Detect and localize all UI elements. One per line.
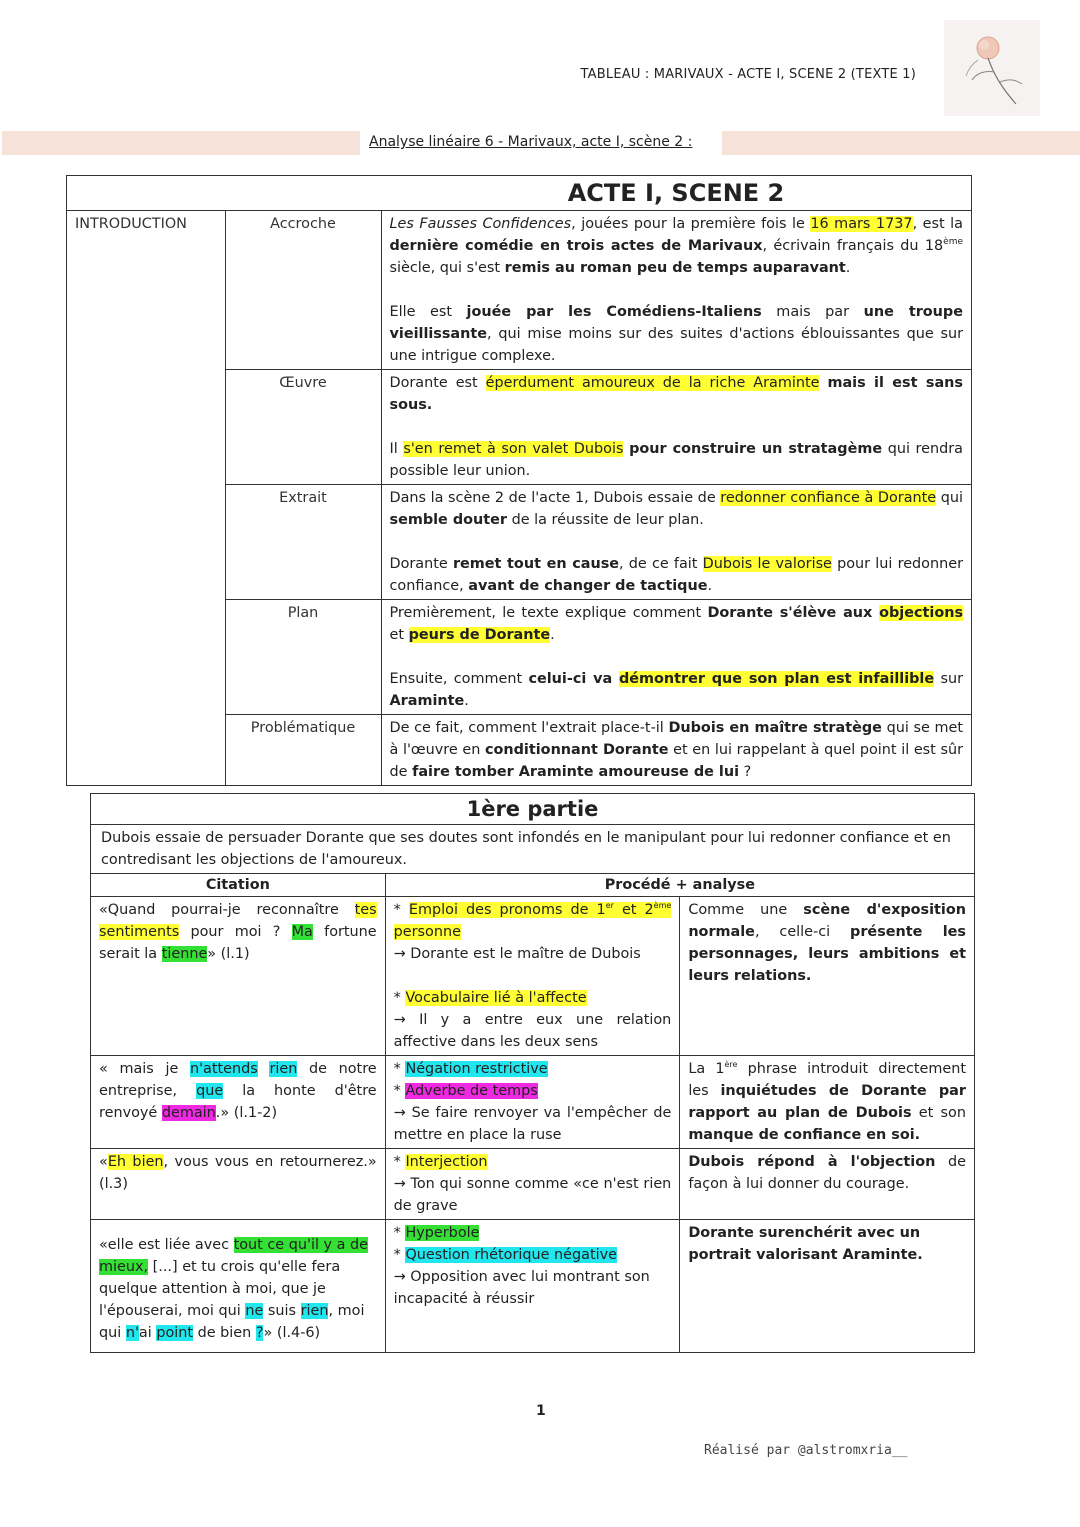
procede-cell: * Interjection → Ton qui sonne comme «ce n'est rien de grave: [385, 1149, 680, 1220]
table-row: [91, 1220, 975, 1353]
procede-cell: * Négation restrictive * Adverbe de temps → Se faire renvoyer va l'empêcher de mettre en place la ruse: [385, 1056, 680, 1149]
partie1-table: [90, 793, 975, 1353]
oeuvre-text: Dorante est éperdument amoureux de la riche Araminte mais il est sans sous. Il s'en remet à son valet Dubois pour construire un stratagème qui rendra possible leur union.: [381, 370, 972, 485]
row-label-accroche: Accroche: [225, 211, 381, 370]
analyse-cell: La 1ère phrase introduit directement les inquiétudes de Dorante par rapport au plan de Dubois et son manque de confiance en soi.: [680, 1056, 975, 1149]
page-number: 1: [536, 1403, 546, 1419]
analyse-cell: Comme une scène d'exposition normale, celle-ci présente les personnages, leurs ambitions et leurs relations.: [680, 897, 975, 1056]
col-header-procede: Procédé + analyse: [385, 874, 974, 897]
decorative-band-right: [722, 131, 1080, 155]
plan-text: Premièrement, le texte explique comment Dorante s'élève aux objections et peurs de Dorante. Ensuite, comment celui-ci va démontrer que son plan est infaillible sur Araminte.: [381, 600, 972, 715]
table1-title: ACTE I, SCENE 2: [381, 176, 972, 211]
procede-cell: * Hyperbole * Question rhétorique négative → Opposition avec lui montrant son incapacité à réussir: [385, 1220, 680, 1353]
section-label: INTRODUCTION: [67, 211, 226, 786]
problematique-text: De ce fait, comment l'extrait place-t-il Dubois en maître stratège qui se met à l'œuvre en conditionnant Dorante et en lui rappelant à quel point il est sûr de faire tomber Araminte amoureuse de lui ?: [381, 715, 972, 786]
introduction-table: [66, 175, 972, 786]
table-row: [91, 1149, 975, 1220]
citation-cell: «Quand pourrai-je reconnaître tes sentiments pour moi ? Ma fortune serait la tienne» (l.1): [91, 897, 386, 1056]
table2-title: 1ère partie: [91, 794, 975, 825]
row-label-problematique: Problématique: [225, 715, 381, 786]
citation-cell: «Eh bien, vous vous en retournerez.» (l.3): [91, 1149, 386, 1220]
row-label-plan: Plan: [225, 600, 381, 715]
flower-sketch-icon: [944, 20, 1040, 116]
citation-cell: « mais je n'attends rien de notre entreprise, que la honte d'être renvoyé demain.» (l.1-2): [91, 1056, 386, 1149]
citation-cell: «elle est liée avec tout ce qu'il y a de mieux, [...] et tu crois qu'elle fera quelque attention à moi, que je l'épouserai, moi qui ne suis rien, moi qui n'ai point de bien ?» (l.4-6): [91, 1220, 386, 1353]
table-row: [91, 1056, 975, 1149]
partie1-intro: Dubois essaie de persuader Dorante que ses doutes sont infondés en le manipulant pour lui redonner confiance et en contredisant les objections de l'amoureux.: [91, 825, 975, 874]
row-label-extrait: Extrait: [225, 485, 381, 600]
analyse-cell: Dubois répond à l'objection de façon à lui donner du courage.: [680, 1149, 975, 1220]
row-label-oeuvre: Œuvre: [225, 370, 381, 485]
col-header-citation: Citation: [91, 874, 386, 897]
table-row: [91, 897, 975, 1056]
procede-cell: * Emploi des pronoms de 1er et 2ème personne → Dorante est le maître de Dubois * Vocabulaire lié à l'affecte → Il y a entre eux une relation affective dans les deux sens: [385, 897, 680, 1056]
extrait-text: Dans la scène 2 de l'acte 1, Dubois essaie de redonner confiance à Dorante qui semble douter de la réussite de leur plan. Dorante remet tout en cause, de ce fait Dubois le valorise pour lui redonner confiance, avant de changer de tactique.: [381, 485, 972, 600]
decorative-band-left: [2, 131, 360, 155]
analyse-cell: Dorante surenchérit avec un portrait valorisant Araminte.: [680, 1220, 975, 1353]
page-subtitle: Analyse linéaire 6 - Marivaux, acte I, scène 2 :: [369, 134, 693, 150]
credit-signature: Réalisé par @alstromxria__: [704, 1443, 908, 1458]
accroche-text: Les Fausses Confidences, jouées pour la première fois le 16 mars 1737, est la dernière comédie en trois actes de Marivaux, écrivain français du 18ème siècle, qui s'est remis au roman peu de temps auparavant. Elle est jouée par les Comédiens-Italiens mais par une troupe vieillissante, qui mise moins sur des suites d'actions éblouissantes que sur une intrigue complexe.: [381, 211, 972, 370]
running-title: TABLEAU : MARIVAUX - ACTE I, SCENE 2 (TEXTE 1): [580, 67, 916, 82]
